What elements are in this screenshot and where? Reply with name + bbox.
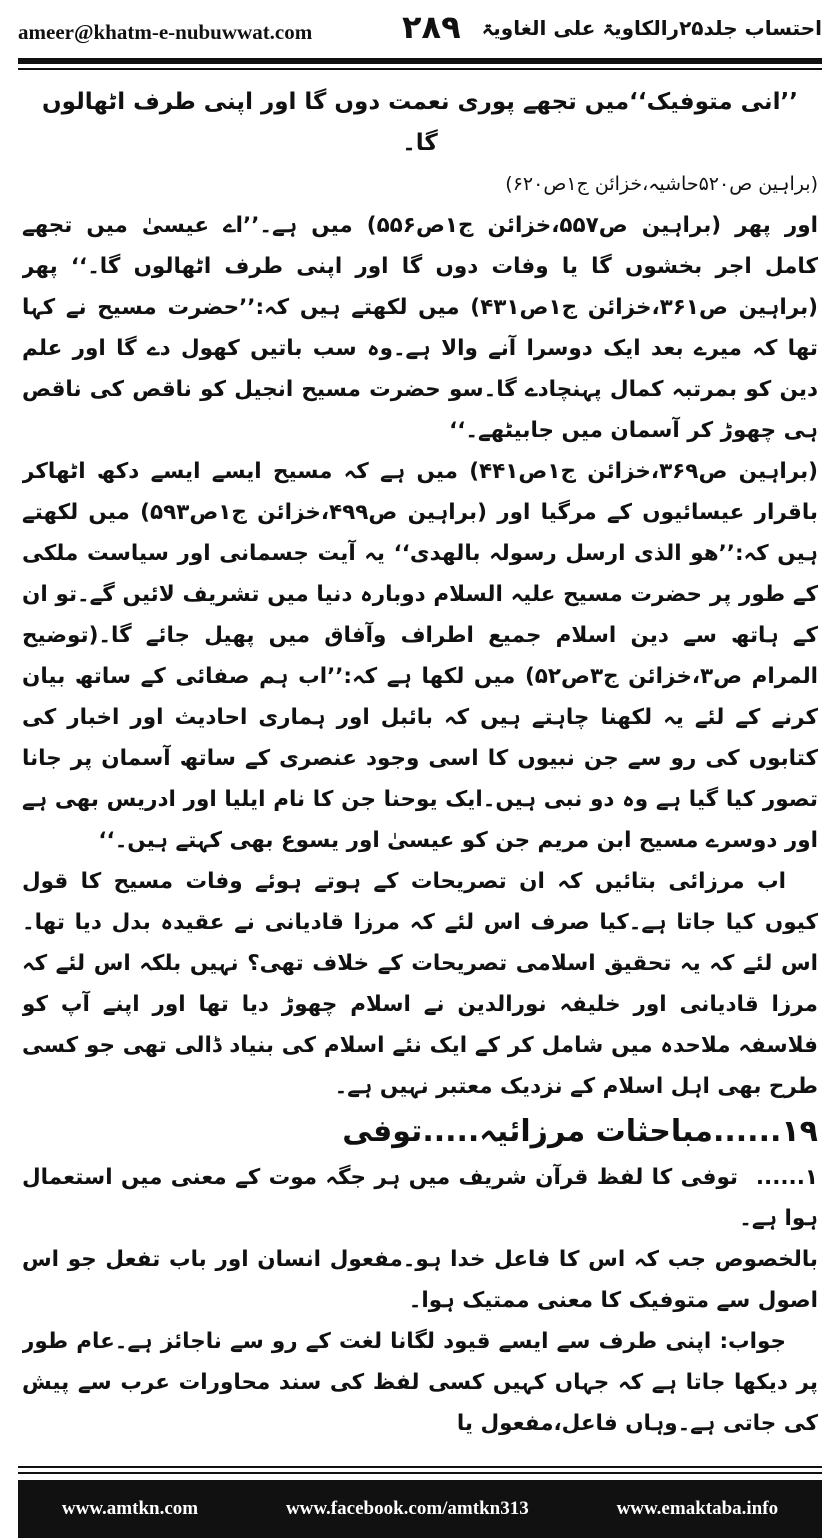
page-header xyxy=(18,8,822,52)
point-number: ۱...... xyxy=(755,1165,818,1190)
footer-rule-2 xyxy=(18,1472,822,1474)
point-1 xyxy=(22,1157,818,1239)
paragraph-2: (براہین ص۳۶۹،خزائن ج۱ص۴۴۱) میں ہے کہ مسیح ایسے ایسے دکھ اٹھاکر باقرار عیسائیوں کے مرگیا اور (براہین ص۴۹۹،خزائن ج۱ص۵۹۳) میں لکھتے ہیں کہ:’’ھو الذی ارسل رسولہ بالھدی‘‘ یہ آیت جسمانی اور سیاست ملکی کے طور پر حضرت مسیح علیہ السلام دوبارہ دنیا میں تشریف لائیں گے۔تو ان کے ہاتھ سے دین اسلام جمیع اطراف وآفاق میں پھیل جائے گا۔(توضیح المرام ص۳،خزائن ج۳ص۵۲) میں لکھا ہے کہ:’’اب ہم صفائی کے ساتھ بیان کرنے کے لئے یہ لکھنا چاہتے ہیں کہ بائبل اور ہماری احادیث اور اخبار کی کتابوں کی رو سے جن نبیوں کا اسی وجود عنصری کے ساتھ آسمان پر جانا تصور کیا گیا ہے وہ دو نبی ہیں۔ایک یوحنا جن کا نام ایلیا اور ادریس بھی ہے اور دوسرے مسیح ابن مریم جن کو عیسیٰ اور یسوع بھی کہتے ہیں۔‘‘ xyxy=(22,459,818,853)
section-heading: ۱۹......مباحثات مرزائیہ.....توفی xyxy=(342,1114,818,1149)
footer-link-emaktaba[interactable]: www.emaktaba.info xyxy=(616,1498,779,1519)
page-body xyxy=(22,82,818,1452)
page-number: ۲۸۹ xyxy=(402,8,461,46)
reference-line: (براہین ص۵۲۰حاشیہ،خزائن ج۱ص۶۲۰) xyxy=(505,173,818,195)
quote-line: ’’انی متوفیک‘‘میں تجھے پوری نعمت دوں گا اور اپنی طرف اٹھالوں گا۔ xyxy=(42,89,798,156)
book-title: احتساب جلد۲۵رالکاویۃ علی الغاویۃ xyxy=(481,16,822,40)
footer-link-amtkn[interactable]: www.amtkn.com xyxy=(61,1498,199,1519)
point-1-text: توفی کا لفظ قرآن شریف میں ہر جگہ موت کے معنی میں استعمال ہوا ہے۔ xyxy=(22,1165,818,1231)
header-rule-thick xyxy=(18,58,822,64)
header-rule-thin xyxy=(18,68,822,70)
footer-link-facebook[interactable]: www.facebook.com/amtkn313 xyxy=(285,1498,529,1519)
answer-paragraph: جواب: اپنی طرف سے ایسے قیود لگانا لغت کے رو سے ناجائز ہے۔عام طور پر دیکھا جاتا ہے کہ جہاں کہیں کسی لفظ کی سند محاورات عرب سے پیش کی جاتی ہے۔وہاں فاعل،مفعول یا xyxy=(22,1329,818,1436)
paragraph-3: اب مرزائی بتائیں کہ ان تصریحات کے ہوتے ہوئے وفات مسیح کا قول کیوں کیا جاتا ہے۔کیا صرف اس لئے کہ مرزا قادیانی نے عقیدہ بدل دیا تھا۔اس لئے کہ یہ تحقیق اسلامی تصریحات کے خلاف تھی؟ نہیں بلکہ اس لئے کہ مرزا قادیانی اور خلیفہ نورالدین نے اسلام چھوڑ دیا تھا اور اپنے آپ کو فلاسفہ ملاحدہ میں شامل کر کے ایک نئے اسلام کی بنیاد ڈالی تھی جو کسی طرح بھی اہل اسلام کے نزدیک معتبر نہیں ہے۔ xyxy=(22,869,818,1099)
header-email: ameer@khatm-e-nubuwwat.com xyxy=(18,20,313,44)
footer-rule-1 xyxy=(18,1466,822,1468)
point-1-continuation: بالخصوص جب کہ اس کا فاعل خدا ہو۔مفعول انسان اور باب تفعل جو اس اصول سے متوفیک کا معنی ممتیک ہوا۔ xyxy=(22,1247,818,1313)
page-footer xyxy=(18,1480,822,1538)
paragraph-1: اور پھر (براہین ص۵۵۷،خزائن ج۱ص۵۵۶) میں ہے۔’’اے عیسیٰ میں تجھے کامل اجر بخشوں گا یا وفات دوں گا اور اپنی طرف اٹھالوں گا۔‘‘ پھر (براہین ص۳۶۱،خزائن ج۱ص۴۳۱) میں لکھتے ہیں کہ:’’حضرت مسیح نے کہا تھا کہ میرے بعد ایک دوسرا آنے والا ہے۔وہ سب باتیں کھول دے گا اور علم دین کو بمرتبہ کمال پہنچادے گا۔سو حضرت مسیح انجیل کو ناقص کی ناقص ہی چھوڑ کر آسمان میں جابیٹھے۔‘‘ xyxy=(22,213,818,443)
